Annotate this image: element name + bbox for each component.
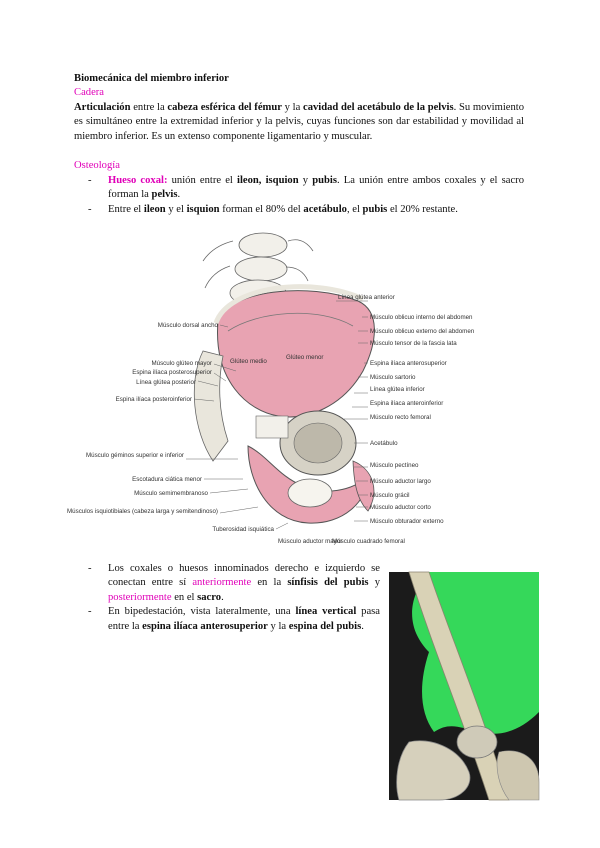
label-right: Músculo obturador externo [370, 518, 444, 525]
label-right: Espina ilíaca anteroinferior [370, 400, 444, 407]
label-left: Músculo dorsal ancho [157, 322, 218, 329]
label-left: Espina ilíaca posteroinferior [115, 396, 192, 403]
term: espina del pubis [288, 620, 362, 632]
list-item [74, 562, 380, 605]
term: sínfisis del pubis [287, 577, 369, 589]
text: Los coxales o huesos innominados derecho e izquierdo se conectan entre sí [108, 563, 380, 589]
label-right: Espina ilíaca anterosuperior [370, 360, 447, 367]
label-right: Músculo oblicuo interno del abdomen [370, 314, 473, 321]
heading-osteologia: Osteología [74, 160, 120, 171]
label-left: Músculo aductor mayor [278, 538, 343, 545]
label-right: Músculo sartorio [370, 374, 416, 381]
hip-lateral-3d-image [389, 572, 539, 800]
text: Entre el [108, 203, 144, 215]
text: . [177, 189, 181, 201]
text: y el [165, 203, 187, 215]
pelvis-connection-list [74, 562, 380, 634]
text: En bipedestación, vista lateralmente, una [108, 606, 296, 618]
text: . [361, 620, 364, 632]
term: pelvis [151, 189, 178, 201]
text: y [368, 577, 380, 589]
text: . [221, 591, 224, 603]
label-left: Escotadura ciática menor [132, 476, 202, 483]
text: . Su movimiento es simultáneo entre la extremidad inferior y la pelvis, cuyas funciones son dar estabilidad y movilidad al miembro inferior. Es un extenso componente ligamentario y muscular. [74, 102, 525, 142]
label-gluteo-medio: Glúteo medio [230, 358, 267, 365]
term-articulacion: Articulación [74, 102, 131, 113]
term-anteriormente: anteriormente [192, 577, 252, 589]
label-right: Músculo oblicuo externo del abdomen [370, 328, 475, 335]
text: unión entre el [167, 175, 238, 186]
osteology-list [74, 174, 524, 217]
term: isquion [186, 203, 220, 215]
text: entre la [130, 102, 168, 113]
text: pasa entre la [108, 606, 380, 632]
label-right: Músculo aductor largo [370, 478, 431, 485]
label-right: Línea glútea inferior [370, 386, 425, 393]
list-item [74, 174, 524, 203]
term: acetábulo [303, 203, 347, 215]
list-item [74, 203, 524, 217]
term: ileon, isquion [237, 175, 299, 186]
text: en la [251, 577, 288, 589]
label-left: Músculo cuadrado femoral [332, 538, 405, 545]
text: . La unión entre ambos coxales y el sacro forman la [108, 175, 525, 201]
term: pubis [362, 203, 388, 215]
text: y la [281, 102, 303, 113]
label-right: Músculo pectíneo [370, 462, 419, 469]
label-right: Acetábulo [370, 440, 398, 447]
text: y [298, 175, 313, 186]
list-item [74, 605, 380, 634]
text: en el [171, 591, 198, 603]
text: el 20% restante. [387, 203, 458, 215]
acetabular-fossa [294, 423, 342, 463]
term: espina ilíaca anterosuperior [142, 620, 268, 632]
term-hueso-coxal: Hueso coxal: [108, 175, 168, 186]
document-title: Biomecánica del miembro inferior [74, 73, 229, 84]
term: sacro [197, 591, 222, 603]
label-right: Músculo recto femoral [370, 414, 431, 421]
label-left: Espina ilíaca posterosuperior [132, 369, 212, 376]
inner-label-box [256, 416, 288, 438]
term-posteriormente: posteriormente [108, 591, 172, 603]
term-acetabulo: cavidad del acetábulo de la pelvis [303, 102, 454, 113]
heading-cadera: Cadera [74, 87, 104, 98]
text: forman el 80% del [219, 203, 304, 215]
text: , el [346, 203, 363, 215]
text: y la [267, 620, 289, 632]
femoral-head [457, 726, 497, 758]
label-left: Músculo géminos superior e inferior [85, 452, 184, 459]
label-right: Músculo tensor de la fascia lata [370, 340, 457, 347]
label-left: Músculos isquiotibiales (cabeza larga y semitendinoso) [67, 508, 218, 515]
term: pubis [312, 175, 337, 186]
label-left: Tuberosidad isquiática [212, 526, 274, 533]
term: línea vertical [295, 606, 357, 618]
label-right: Músculo aductor corto [370, 504, 431, 511]
obturator-foramen [288, 479, 332, 507]
label-right: Línea glútea anterior [338, 294, 395, 301]
term-cabeza-femur: cabeza esférica del fémur [167, 102, 282, 113]
label-left: Músculo glúteo mayor [151, 360, 212, 367]
label-left: Músculo semimembranoso [134, 490, 208, 497]
pelvis-illustration [67, 231, 488, 551]
intro-paragraph [74, 101, 524, 144]
label-right: Músculo grácil [370, 492, 410, 499]
label-gluteo-menor: Glúteo menor [286, 354, 324, 361]
term: ileon [143, 203, 166, 215]
label-left: Línea glútea posterior [136, 379, 196, 386]
